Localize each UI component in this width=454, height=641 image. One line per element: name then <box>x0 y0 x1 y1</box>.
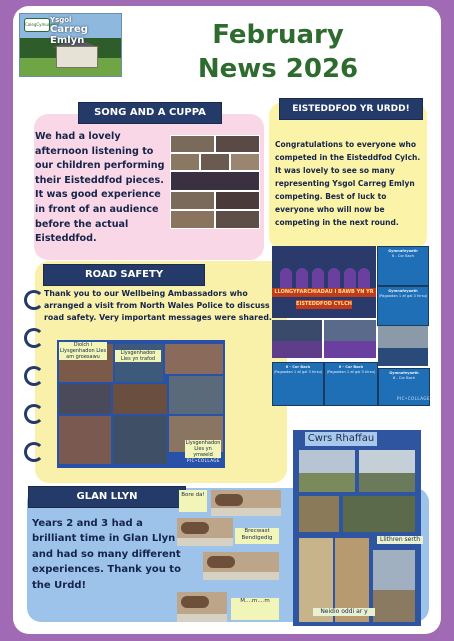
glan-caption-3: M....m....m <box>231 598 279 620</box>
glan-photo-2 <box>177 518 233 546</box>
card-heading: Gymnafeyaeth <box>388 289 418 293</box>
card-heading: 6 - Cor Bach <box>285 365 311 369</box>
song-photo-6 <box>171 172 259 190</box>
eisteddfod-result-card-4 <box>324 362 378 406</box>
road-photo-5 <box>113 384 167 414</box>
glan-caption-2: Brecwast Bendigedig <box>235 528 279 544</box>
road-photo-6 <box>169 376 223 414</box>
ropes-photo-4 <box>343 496 415 532</box>
card-heading: Gymnafeyaeth <box>389 371 419 375</box>
school-logo <box>19 13 122 77</box>
logo-school-building <box>56 46 98 68</box>
ropes-label-slide: Llithren serth <box>377 536 423 544</box>
logo-school-name <box>50 16 121 46</box>
ropes-photo-1 <box>299 450 355 492</box>
eisteddfod-photo-group <box>324 320 376 358</box>
logo-name-line2: Carreg Emlyn <box>50 24 88 46</box>
ropes-course-title: Cwrs Rhaffau <box>305 432 377 446</box>
song-photo-8 <box>216 192 259 209</box>
song-photo-collage <box>170 135 260 229</box>
road-caption-1: Diolch i Llysgenhadon Lles am groesawu <box>59 342 107 360</box>
ring-1 <box>24 290 44 310</box>
card-line: (Pagoodan 1 af gal 3 hirsu) <box>378 293 428 298</box>
road-photo-8 <box>113 416 167 464</box>
page-title <box>168 18 388 86</box>
song-photo-4 <box>201 154 229 170</box>
eisteddfod-result-card-3 <box>272 362 324 406</box>
card-line: (Pagoodan 1 af gal 3 hirsu) <box>326 369 376 374</box>
ring-2 <box>24 328 44 348</box>
road-safety-body: Thank you to our Wellbeing Ambassadors who arranged a visit from North Wales Police to discuss road safety. Very important messages were shared. <box>44 289 272 322</box>
ropes-photo-3 <box>299 496 339 532</box>
title-line1: February <box>212 20 344 50</box>
road-safety-heading: ROAD SAFETY <box>43 264 205 286</box>
road-caption-2: Llysgenhadon Lles yn trafod <box>115 350 161 362</box>
song-photo-2 <box>216 136 259 152</box>
ring-4 <box>24 404 44 424</box>
song-photo-7 <box>171 192 214 209</box>
eisteddfod-result-card-2 <box>377 286 429 326</box>
road-photo-7 <box>59 416 111 464</box>
eisteddfod-photo-choir <box>272 320 322 358</box>
song-photo-3 <box>171 154 199 170</box>
ropes-photo-2 <box>359 450 415 492</box>
glan-llyn-collage <box>173 490 285 630</box>
newsletter-sheet <box>13 6 441 634</box>
song-photo-1 <box>171 136 214 152</box>
card-heading: 6 - Cor Bach <box>338 365 364 369</box>
song-body: We had a lovely afternoon listening to our children performing their Eisteddfod pieces. It was good experience in front of an audience before the actual Eisteddfod. <box>35 131 165 245</box>
ring-3 <box>24 366 44 386</box>
title-line2: News 2026 <box>197 54 359 84</box>
ropes-course-panel <box>293 430 421 626</box>
eisteddfod-watermark: PIC•COLLAGE <box>397 396 431 401</box>
card-line: 6 - Cor Bach <box>392 375 416 380</box>
logo-name-line1: Ysgol <box>50 16 72 24</box>
eisteddfod-group-photo <box>272 246 376 318</box>
card-line: (Pagoodan 1 af gal 3 hirsu) <box>273 369 323 374</box>
road-watermark: PIC•COLLAGE <box>187 458 221 463</box>
eisteddfod-banner-line1: LLONGYFARCHIADAU I BAWB YN YR <box>272 288 376 297</box>
road-caption-3: Llysgenhadon Lles yn ymweld <box>185 440 221 458</box>
song-heading: SONG AND A CUPPA <box>78 102 222 124</box>
eisteddfod-body: Congratulations to everyone who competed in the Eisteddfod Cylch. It was lovely to see so many representing Ysgol Carreg Emlyn competing. Best of luck to everyone who will now be competing in the next round. <box>275 140 421 227</box>
glan-llyn-heading: GLAN LLYN <box>28 486 186 508</box>
road-photo-3 <box>165 344 223 374</box>
road-photo-4 <box>59 384 111 414</box>
glan-photo-4 <box>177 592 227 622</box>
song-photo-10 <box>216 211 259 228</box>
logo-badge: ColegCymunedol <box>24 18 50 32</box>
card-heading: Gymnafeyaeth <box>388 249 418 253</box>
road-safety-collage <box>57 340 225 468</box>
glan-photo-3 <box>203 552 279 580</box>
eisteddfod-photo-soloist <box>378 326 428 366</box>
eisteddfod-banner-line2: EISTEDDFOD CYLCH <box>296 301 352 307</box>
eisteddfod-heading: EISTEDDFOD YR URDD! <box>279 98 423 120</box>
song-photo-9 <box>171 211 214 228</box>
card-line: 6 - Cor Bach <box>391 253 415 258</box>
glan-photo-1 <box>211 490 281 516</box>
ropes-label-jump: Neidio oddi ar y <box>313 608 375 616</box>
glan-caption-1: Bore da! <box>179 490 207 512</box>
ring-5 <box>24 442 44 462</box>
eisteddfod-result-card-1 <box>377 246 429 286</box>
ropes-photo-7 <box>373 550 415 622</box>
glan-llyn-body: Years 2 and 3 had a brilliant time in Glan Llyn and had so many different experiences. Thank you to the Urdd! <box>32 518 181 591</box>
song-photo-5 <box>231 154 259 170</box>
